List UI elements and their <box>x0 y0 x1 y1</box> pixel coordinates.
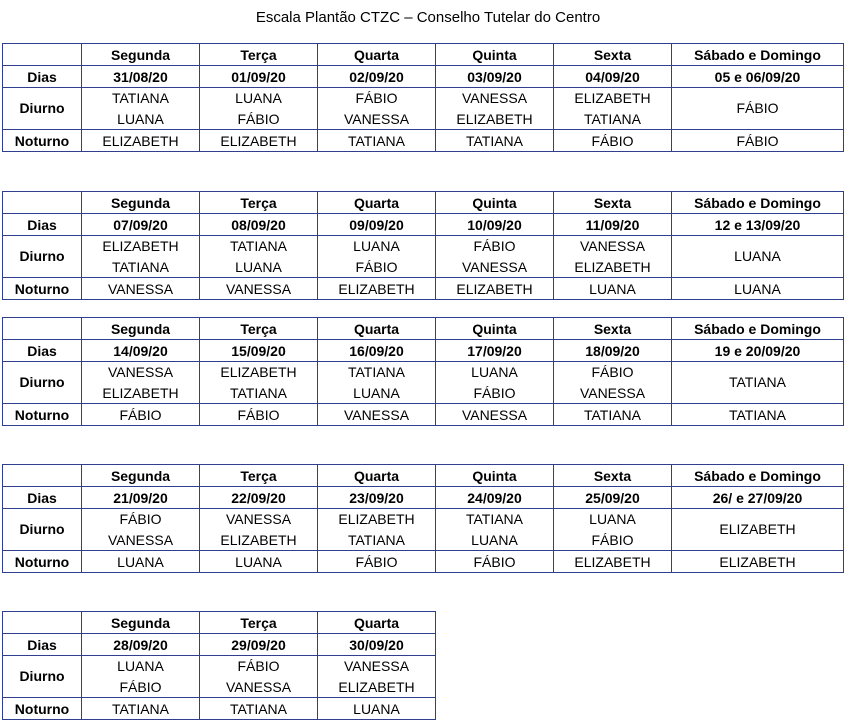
day-header: Quinta <box>436 465 554 487</box>
diurno-row <box>3 509 844 551</box>
staff-name: LUANA <box>471 364 518 380</box>
diurno-cell <box>318 509 436 551</box>
day-header: Segunda <box>82 318 200 340</box>
diurno-cell <box>200 236 318 278</box>
diurno-cell <box>200 362 318 404</box>
day-header: Segunda <box>82 612 200 634</box>
date-cell: 17/09/20 <box>436 340 554 362</box>
noturno-cell: ELIZABETH <box>436 278 554 300</box>
date-cell: 23/09/20 <box>318 487 436 509</box>
diurno-cell <box>436 236 554 278</box>
noturno-cell: LUANA <box>200 551 318 573</box>
diurno-cell <box>200 88 318 130</box>
staff-name: LUANA <box>589 511 636 527</box>
staff-name: LUANA <box>235 258 282 275</box>
dates-row <box>3 214 844 236</box>
staff-name: VANESSA <box>579 238 646 254</box>
diurno-cell <box>436 362 554 404</box>
staff-name: ELIZABETH <box>102 238 179 254</box>
noturno-cell: TATIANA <box>200 698 318 720</box>
staff-name: TATIANA <box>229 238 288 254</box>
diurno-cell <box>318 656 436 698</box>
schedule-table-4 <box>2 464 844 573</box>
diurno-cell <box>436 88 554 130</box>
schedule-table-3 <box>2 317 844 426</box>
day-header: Sexta <box>554 465 672 487</box>
staff-name: ELIZABETH <box>220 531 297 548</box>
noturno-cell: LUANA <box>554 278 672 300</box>
staff-name: ELIZABETH <box>719 521 796 538</box>
header-row <box>3 44 844 66</box>
noturno-row <box>3 698 436 720</box>
noturno-cell: VANESSA <box>200 278 318 300</box>
diurno-cell <box>82 88 200 130</box>
day-header: Sexta <box>554 192 672 214</box>
staff-name: ELIZABETH <box>102 384 179 401</box>
noturno-label: Noturno <box>3 551 82 573</box>
day-header: Quinta <box>436 318 554 340</box>
noturno-row <box>3 278 844 300</box>
date-cell: 14/09/20 <box>82 340 200 362</box>
noturno-cell: FÁBIO <box>436 551 554 573</box>
diurno-cell <box>672 88 844 130</box>
diurno-label: Diurno <box>3 88 82 130</box>
dates-row <box>3 66 844 88</box>
diurno-cell <box>82 656 200 698</box>
day-header: Sexta <box>554 318 672 340</box>
date-cell: 08/09/20 <box>200 214 318 236</box>
noturno-row <box>3 130 844 152</box>
noturno-cell: LUANA <box>82 551 200 573</box>
staff-name: VANESSA <box>461 90 528 106</box>
noturno-cell: TATIANA <box>318 130 436 152</box>
date-cell: 22/09/20 <box>200 487 318 509</box>
diurno-row <box>3 88 844 130</box>
corner-cell <box>3 318 82 340</box>
staff-name: ELIZABETH <box>574 258 651 275</box>
diurno-cell <box>318 88 436 130</box>
date-cell: 10/09/20 <box>436 214 554 236</box>
diurno-cell <box>318 236 436 278</box>
header-row <box>3 192 844 214</box>
diurno-cell <box>554 88 672 130</box>
noturno-cell: VANESSA <box>436 404 554 426</box>
staff-name: TATIANA <box>583 110 642 127</box>
staff-name: FÁBIO <box>591 531 634 548</box>
staff-name: TATIANA <box>728 374 787 391</box>
staff-name: FÁBIO <box>473 384 516 401</box>
dates-row <box>3 487 844 509</box>
date-cell: 29/09/20 <box>200 634 318 656</box>
diurno-cell <box>82 362 200 404</box>
staff-name: ELIZABETH <box>220 364 297 380</box>
dates-row <box>3 634 436 656</box>
schedule-table-5 <box>2 611 436 720</box>
corner-cell <box>3 612 82 634</box>
noturno-label: Noturno <box>3 698 82 720</box>
diurno-cell <box>436 509 554 551</box>
date-cell: 31/08/20 <box>82 66 200 88</box>
day-header: Quarta <box>318 612 436 634</box>
staff-name: FÁBIO <box>736 100 779 117</box>
day-header: Sexta <box>554 44 672 66</box>
dias-label: Dias <box>3 66 82 88</box>
staff-name: LUANA <box>117 658 164 674</box>
staff-name: ELIZABETH <box>456 110 533 127</box>
noturno-row <box>3 551 844 573</box>
noturno-label: Noturno <box>3 404 82 426</box>
noturno-cell: FÁBIO <box>672 130 844 152</box>
staff-name: FÁBIO <box>355 258 398 275</box>
diurno-cell <box>554 509 672 551</box>
header-row <box>3 612 436 634</box>
day-header: Sábado e Domingo <box>672 318 844 340</box>
staff-name: TATIANA <box>347 531 406 548</box>
day-header: Segunda <box>82 44 200 66</box>
date-cell: 05 e 06/09/20 <box>672 66 844 88</box>
dias-label: Dias <box>3 214 82 236</box>
schedule-table-1 <box>2 43 844 152</box>
day-header: Quinta <box>436 44 554 66</box>
noturno-cell: TATIANA <box>672 404 844 426</box>
noturno-cell: ELIZABETH <box>82 130 200 152</box>
dates-row <box>3 340 844 362</box>
diurno-row <box>3 362 844 404</box>
staff-name: FÁBIO <box>237 658 280 674</box>
day-header: Terça <box>200 192 318 214</box>
staff-name: VANESSA <box>225 511 292 527</box>
day-header: Sábado e Domingo <box>672 44 844 66</box>
noturno-cell: ELIZABETH <box>318 278 436 300</box>
staff-name: TATIANA <box>229 384 288 401</box>
diurno-row <box>3 656 436 698</box>
noturno-row <box>3 404 844 426</box>
page-title: Escala Plantão CTZC – Conselho Tutelar do Centro <box>255 9 601 26</box>
date-cell: 15/09/20 <box>200 340 318 362</box>
date-cell: 04/09/20 <box>554 66 672 88</box>
noturno-cell: FÁBIO <box>318 551 436 573</box>
date-cell: 30/09/20 <box>318 634 436 656</box>
date-cell: 21/09/20 <box>82 487 200 509</box>
schedule-table-2 <box>2 191 844 300</box>
noturno-cell: VANESSA <box>82 278 200 300</box>
diurno-cell <box>200 656 318 698</box>
staff-name: LUANA <box>353 238 400 254</box>
diurno-cell <box>554 362 672 404</box>
diurno-cell <box>82 236 200 278</box>
staff-name: LUANA <box>471 531 518 548</box>
noturno-cell: VANESSA <box>318 404 436 426</box>
noturno-label: Noturno <box>3 278 82 300</box>
diurno-cell <box>672 362 844 404</box>
staff-name: LUANA <box>235 90 282 106</box>
staff-name: ELIZABETH <box>338 511 415 527</box>
date-cell: 01/09/20 <box>200 66 318 88</box>
noturno-cell: LUANA <box>318 698 436 720</box>
date-cell: 07/09/20 <box>82 214 200 236</box>
noturno-cell: FÁBIO <box>554 130 672 152</box>
day-header: Quarta <box>318 318 436 340</box>
day-header: Terça <box>200 318 318 340</box>
day-header: Quarta <box>318 465 436 487</box>
staff-name: ELIZABETH <box>338 678 415 695</box>
diurno-row <box>3 236 844 278</box>
diurno-cell <box>554 236 672 278</box>
dias-label: Dias <box>3 340 82 362</box>
diurno-label: Diurno <box>3 236 82 278</box>
dias-label: Dias <box>3 487 82 509</box>
noturno-cell: TATIANA <box>436 130 554 152</box>
staff-name: TATIANA <box>465 511 524 527</box>
corner-cell <box>3 192 82 214</box>
staff-name: FÁBIO <box>591 364 634 380</box>
date-cell: 12 e 13/09/20 <box>672 214 844 236</box>
staff-name: TATIANA <box>111 90 170 106</box>
day-header: Terça <box>200 612 318 634</box>
date-cell: 25/09/20 <box>554 487 672 509</box>
noturno-cell: TATIANA <box>554 404 672 426</box>
staff-name: VANESSA <box>107 364 174 380</box>
date-cell: 24/09/20 <box>436 487 554 509</box>
diurno-label: Diurno <box>3 656 82 698</box>
header-row <box>3 318 844 340</box>
day-header: Sábado e Domingo <box>672 192 844 214</box>
date-cell: 18/09/20 <box>554 340 672 362</box>
corner-cell <box>3 465 82 487</box>
day-header: Terça <box>200 465 318 487</box>
noturno-cell: TATIANA <box>82 698 200 720</box>
staff-name: FÁBIO <box>237 110 280 127</box>
day-header: Terça <box>200 44 318 66</box>
corner-cell <box>3 44 82 66</box>
date-cell: 16/09/20 <box>318 340 436 362</box>
day-header: Segunda <box>82 465 200 487</box>
day-header: Quarta <box>318 44 436 66</box>
noturno-label: Noturno <box>3 130 82 152</box>
date-cell: 26/ e 27/09/20 <box>672 487 844 509</box>
day-header: Segunda <box>82 192 200 214</box>
day-header: Sábado e Domingo <box>672 465 844 487</box>
noturno-cell: ELIZABETH <box>200 130 318 152</box>
staff-name: TATIANA <box>111 258 170 275</box>
staff-name: VANESSA <box>579 384 646 401</box>
diurno-label: Diurno <box>3 362 82 404</box>
date-cell: 03/09/20 <box>436 66 554 88</box>
noturno-cell: FÁBIO <box>200 404 318 426</box>
date-cell: 09/09/20 <box>318 214 436 236</box>
diurno-cell <box>672 236 844 278</box>
staff-name: VANESSA <box>225 678 292 695</box>
staff-name: VANESSA <box>343 658 410 674</box>
diurno-cell <box>82 509 200 551</box>
diurno-label: Diurno <box>3 509 82 551</box>
staff-name: FÁBIO <box>473 238 516 254</box>
staff-name: FÁBIO <box>119 678 162 695</box>
noturno-cell: LUANA <box>672 278 844 300</box>
staff-name: ELIZABETH <box>574 90 651 106</box>
dias-label: Dias <box>3 634 82 656</box>
day-header: Quinta <box>436 192 554 214</box>
staff-name: VANESSA <box>461 258 528 275</box>
staff-name: LUANA <box>734 248 781 265</box>
staff-name: LUANA <box>353 384 400 401</box>
staff-name: TATIANA <box>347 364 406 380</box>
staff-name: FÁBIO <box>355 90 398 106</box>
staff-name: FÁBIO <box>119 511 162 527</box>
noturno-cell: FÁBIO <box>82 404 200 426</box>
day-header: Quarta <box>318 192 436 214</box>
staff-name: VANESSA <box>343 110 410 127</box>
noturno-cell: ELIZABETH <box>554 551 672 573</box>
date-cell: 11/09/20 <box>554 214 672 236</box>
date-cell: 02/09/20 <box>318 66 436 88</box>
noturno-cell: ELIZABETH <box>672 551 844 573</box>
diurno-cell <box>672 509 844 551</box>
staff-name: VANESSA <box>107 531 174 548</box>
staff-name: LUANA <box>117 110 164 127</box>
header-row <box>3 465 844 487</box>
date-cell: 19 e 20/09/20 <box>672 340 844 362</box>
diurno-cell <box>318 362 436 404</box>
diurno-cell <box>200 509 318 551</box>
date-cell: 28/09/20 <box>82 634 200 656</box>
